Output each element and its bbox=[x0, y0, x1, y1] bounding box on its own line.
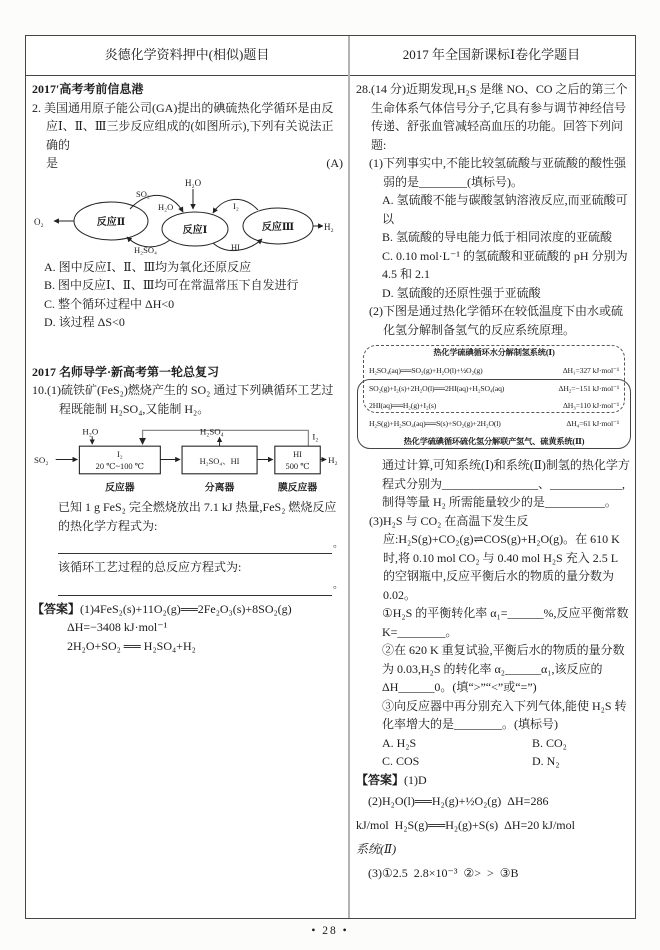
cycle-node-reaction2: 反应Ⅱ bbox=[96, 216, 126, 228]
exam-comparison-table bbox=[25, 35, 636, 919]
q28-part2-after: 通过计算,可知系统(Ⅰ)和系统(Ⅱ)制氢的热化学方程式分别为________________、____________,制得等量 H₂ 所需能量较少的是__________。 bbox=[382, 458, 630, 509]
question2-option-d: D. 该过程 ΔS<0 bbox=[44, 315, 125, 329]
question2-option-b: B. 图中反应Ⅰ、Ⅱ、Ⅲ均可在常温常压下自发进行 bbox=[44, 278, 299, 292]
q28-part3-text: (3)H₂S 与 CO₂ 在高温下发生反应:H₂S(g)+CO₂(g)⇌COS(g)+H₂O(g)。在 610 K 时,将 0.10 mol CO₂ 与 0.40 mol H₂S 充入 2.5 L 的空钢瓶中,反应平衡后水的物质的量分数为 0.02。 bbox=[369, 513, 620, 602]
q28-part1-option-d: D. 氢硫酸的还原性强于亚硫酸 bbox=[382, 285, 541, 300]
right-answer-a3: (3)①2.5 2.8×10⁻³ ②> > ③B bbox=[368, 866, 519, 880]
q28-part2-text: (2)下图是通过热化学循环在较低温度下由水或硫化氢分解制备氢气的反应系统原理。 bbox=[369, 304, 623, 337]
question10-text2: 已知 1 g FeS₂ 完全燃烧放出 7.1 kJ 热量,FeS₂ 燃烧反应的热化学方程式为: bbox=[58, 500, 337, 533]
system-dh2: ΔH₂=−151 kJ·mol⁻¹ bbox=[558, 383, 619, 393]
flow-box1-line2: 20 ℃~100 ℃ bbox=[95, 461, 145, 471]
iodine-loop-flow-diagram bbox=[32, 422, 340, 496]
system-dh3: ΔH₃=110 kJ·mol⁻¹ bbox=[563, 401, 619, 411]
q28-part3-sub1: ①H₂S 的平衡转化率 α₁=______%,反应平衡常数 K=________。 bbox=[382, 606, 629, 639]
blank-period: 。 bbox=[333, 538, 343, 550]
system-eq3: 2HI(aq)══H₂(g)+I₂(s) bbox=[369, 401, 437, 411]
flow-box2-caption: 分离器 bbox=[204, 482, 235, 494]
system-dh4: ΔH₄=61 kJ·mol⁻¹ bbox=[566, 419, 619, 429]
question10-text3: 该循环工艺过程的总反应方程式为: bbox=[58, 560, 242, 574]
cycle-h2so4-label: H₂SO₄ bbox=[134, 244, 157, 255]
answer-equation-1: (1)4FeS₂(s)+11O₂(g)══2Fe₂O₃(s)+8SO₂(g) bbox=[80, 601, 292, 616]
system-eq4: H₂S(g)+H₂SO₄(aq)══S(s)+SO₂(g)+2H₂O(l) bbox=[369, 419, 501, 429]
blank-underline bbox=[58, 582, 332, 596]
cycle-h2-label: H₂ bbox=[324, 221, 334, 232]
flow-h2so4-out-label: H₂SO₄ bbox=[199, 426, 224, 437]
flow-so2-label: SO₂ bbox=[33, 454, 49, 465]
cycle-node-reaction1: 反应Ⅰ bbox=[182, 224, 208, 236]
left-column bbox=[32, 80, 343, 655]
flow-box1-caption: 反应器 bbox=[105, 482, 135, 494]
system1-title: 热化学硫碘循环水分解制氢系统(Ⅰ) bbox=[433, 348, 555, 357]
q28-part3-option-d: D. N₂ bbox=[532, 754, 560, 768]
question2-answer-mark: (A) bbox=[326, 156, 343, 170]
right-answer-a2-line2: kJ/mol H₂S(g)══H₂(g)+S(s) ΔH=20 kJ/mol bbox=[356, 818, 575, 832]
left-answer-line2: ΔH=−3408 kJ·mol⁻¹ bbox=[67, 620, 168, 634]
table-header-row bbox=[26, 36, 635, 76]
question2-option-a: A. 图中反应Ⅰ、Ⅱ、Ⅲ均为氧化还原反应 bbox=[44, 259, 252, 274]
blank-period: 。 bbox=[333, 580, 343, 591]
flow-box3-line1: HI bbox=[293, 450, 302, 460]
right-answer-a2-line3: 系统(Ⅱ) bbox=[356, 842, 397, 856]
q28-part3-option-a: A. H₂S bbox=[382, 735, 417, 750]
question2-tail: 是 bbox=[46, 156, 59, 170]
thermochemical-system-box bbox=[356, 343, 632, 451]
flow-box2-line1: H₂SO₄、HI bbox=[199, 456, 240, 466]
answer-blank-1 bbox=[58, 538, 343, 554]
q28-part3-option-b: B. CO₂ bbox=[532, 735, 567, 750]
flow-box1-line1: I₂ bbox=[116, 450, 123, 460]
q28-part3-sub2: ②在 620 K 重复试验,平衡后水的物质的量分数为 0.03,H₂S 的转化率 α₂______α₁,该反应的 ΔH______0。(填“>”“<”或“=”) bbox=[382, 643, 625, 694]
system-eq1: H₂SO₄(aq)══SO₂(g)+H₂O(l)+½O₂(g) bbox=[369, 365, 483, 375]
flow-h2-label: H₂ bbox=[328, 454, 338, 465]
q28-part3-options-row1 bbox=[382, 734, 632, 753]
answer-a1: (1)D bbox=[404, 772, 427, 787]
cycle-i2-label: I₂ bbox=[233, 200, 239, 211]
cycle-node-reaction3: 反应Ⅲ bbox=[261, 221, 295, 233]
system-eq2: SO₂(g)+I₂(s)+2H₂O(l)══2HI(aq)+H₂SO₄(aq) bbox=[369, 383, 505, 393]
cycle-h2o-mid-label: H₂O bbox=[158, 201, 174, 212]
q28-part3-sub3: ③向反应器中再分别充入下列气体,能使 H₂S 转化率增大的是________。(填标号) bbox=[382, 698, 627, 731]
question2-tail-row bbox=[32, 154, 343, 173]
q28-part1-text: (1)下列事实中,不能比较氢硫酸与亚硫酸的酸性强弱的是________(填标号)。 bbox=[369, 156, 626, 189]
question10-text: 10.(1)硫铁矿(FeS₂)燃烧产生的 SO₂ 通过下列碘循环工艺过程既能制 H₂SO₄,又能制 H₂。 bbox=[32, 383, 334, 416]
header-right-title: 2017 年全国新课标Ⅰ卷化学题目 bbox=[402, 47, 581, 63]
q28-part1-option-b: B. 氢硫酸的导电能力低于相同浓度的亚硫酸 bbox=[382, 230, 613, 244]
flow-box3-caption: 膜反应器 bbox=[277, 482, 318, 494]
answer-blank-2 bbox=[58, 580, 343, 596]
cycle-hi-label: HI bbox=[231, 241, 240, 252]
system2-title: 热化学硫碘循环硫化氢分解联产氢气、硫黄系统(Ⅱ) bbox=[403, 436, 585, 446]
left-answer-line1 bbox=[32, 600, 343, 619]
left-answer-line3: 2H₂O+SO₂ ══ H₂SO₄+H₂ bbox=[67, 638, 196, 653]
header-left-title: 炎德化学资料押中(相似)题目 bbox=[104, 47, 270, 63]
answer-label: 【答案】 bbox=[32, 601, 81, 616]
system-dh1: ΔH₁=327 kJ·mol⁻¹ bbox=[562, 365, 619, 375]
blank-underline bbox=[58, 540, 332, 554]
question2-option-c: C. 整个循环过程中 ΔH<0 bbox=[44, 296, 175, 311]
cycle-o2-label: O₂ bbox=[34, 216, 44, 227]
question28-intro: 28.(14 分)近期发现,H₂S 是继 NO、CO 之后的第三个生命体系气体信号分子,它具有参与调节神经信号传递、舒张血管减轻高血压的功能。回答下列问题: bbox=[356, 82, 628, 152]
cycle-so2-label: SO₂ bbox=[136, 188, 150, 199]
q28-part3-options-row2 bbox=[382, 752, 632, 771]
q28-part3-option-c: C. COS bbox=[382, 754, 420, 768]
flow-h2o-label: H₂O bbox=[82, 426, 99, 437]
section1-title: 2017′高考考前信息港 bbox=[32, 82, 144, 96]
q28-part1-option-a: A. 氢硫酸不能与碳酸氢钠溶液反应,而亚硫酸可以 bbox=[382, 193, 628, 226]
right-answer-line1 bbox=[356, 771, 632, 790]
flow-i2-return-label: I₂ bbox=[312, 431, 319, 442]
right-answer-a2-line1: (2)H₂O(l)══H₂(g)+½O₂(g) ΔH=286 bbox=[368, 794, 549, 808]
flow-box3-line2: 500 ℃ bbox=[285, 461, 310, 471]
right-column bbox=[356, 80, 632, 885]
page-number: • 28 • bbox=[311, 925, 349, 937]
section2-title: 2017 名师导学·新高考第一轮总复习 bbox=[32, 364, 220, 379]
cycle-h2o-top-label: H₂O bbox=[185, 177, 202, 188]
answer-label: 【答案】 bbox=[356, 772, 405, 787]
question2-text: 2. 美国通用原子能公司(GA)提出的碘硫热化学循环是由反应Ⅰ、Ⅱ、Ⅲ三步反应组成的(如图所示),下列有关说法正确的 bbox=[32, 100, 334, 152]
iodine-sulfur-cycle-diagram bbox=[30, 176, 335, 256]
column-divider bbox=[348, 36, 350, 918]
system-equations bbox=[369, 348, 619, 446]
q28-part1-option-c: C. 0.10 mol·L⁻¹ 的氢硫酸和亚硫酸的 pH 分别为 4.5 和 2.1 bbox=[382, 248, 628, 281]
